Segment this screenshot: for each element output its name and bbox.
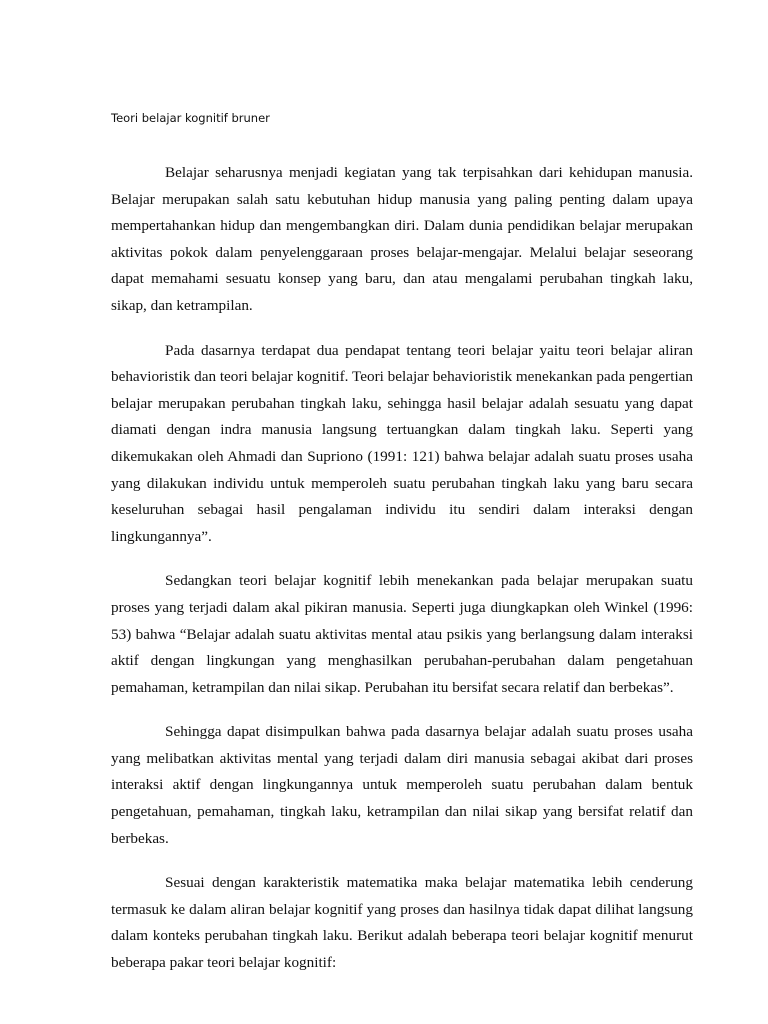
- document-title: Teori belajar kognitif bruner: [111, 111, 270, 125]
- document-body: [111, 160, 693, 977]
- paragraph-5: Sesuai dengan karakteristik matematika maka belajar matematika lebih cenderung termasuk ke dalam aliran belajar kognitif yang proses dan hasilnya tidak dapat dilihat langsung dalam konteks perubahan tingkah laku. Berikut adalah beberapa teori belajar kognitif menurut beberapa pakar teori belajar kognitif:: [111, 874, 693, 972]
- paragraph-1: Belajar seharusnya menjadi kegiatan yang tak terpisahkan dari kehidupan manusia. Belajar merupakan salah satu kebutuhan hidup manusia yang paling penting dalam upaya mempertahankan hidup dan mengembangkan diri. Dalam dunia pendidikan belajar merupakan aktivitas pokok dalam penyelenggaraan proses belajar-mengajar. Melalui belajar seseorang dapat memahami sesuatu konsep yang baru, dan atau mengalami perubahan tingkah laku, sikap, dan ketrampilan.: [111, 164, 693, 314]
- paragraph-4: Sehingga dapat disimpulkan bahwa pada dasarnya belajar adalah suatu proses usaha yang melibatkan aktivitas mental yang terjadi dalam diri manusia sebagai akibat dari proses interaksi aktif dengan lingkungannya untuk memperoleh suatu perubahan dalam bentuk pengetahuan, pemahaman, tingkah laku, ketrampilan dan nilai sikap yang bersifat relatif dan berbekas.: [111, 723, 693, 847]
- paragraph-3: Sedangkan teori belajar kognitif lebih menekankan pada belajar merupakan suatu proses yang terjadi dalam akal pikiran manusia. Seperti juga diungkapkan oleh Winkel (1996: 53) bahwa “Belajar adalah suatu aktivitas mental atau psikis yang berlangsung dalam interaksi aktif dengan lingkungan yang menghasilkan perubahan-perubahan dalam pengetahuan pemahaman, ketrampilan dan nilai sikap. Perubahan itu bersifat secara relatif dan berbekas”.: [111, 572, 693, 696]
- paragraph-2: Pada dasarnya terdapat dua pendapat tentang teori belajar yaitu teori belajar aliran behavioristik dan teori belajar kognitif. Teori belajar behavioristik menekankan pada pengertian belajar merupakan perubahan tingkah laku, sehingga hasil belajar adalah sesuatu yang dapat diamati dengan indra manusia langsung tertuangkan dalam tingkah laku. Seperti yang dikemukakan oleh Ahmadi dan Supriono (1991: 121) bahwa belajar adalah suatu proses usaha yang dilakukan individu untuk memperoleh suatu perubahan tingkah laku yang baru secara keseluruhan sebagai hasil pengalaman individu itu sendiri dalam interaksi dengan lingkungannya”.: [111, 341, 693, 545]
